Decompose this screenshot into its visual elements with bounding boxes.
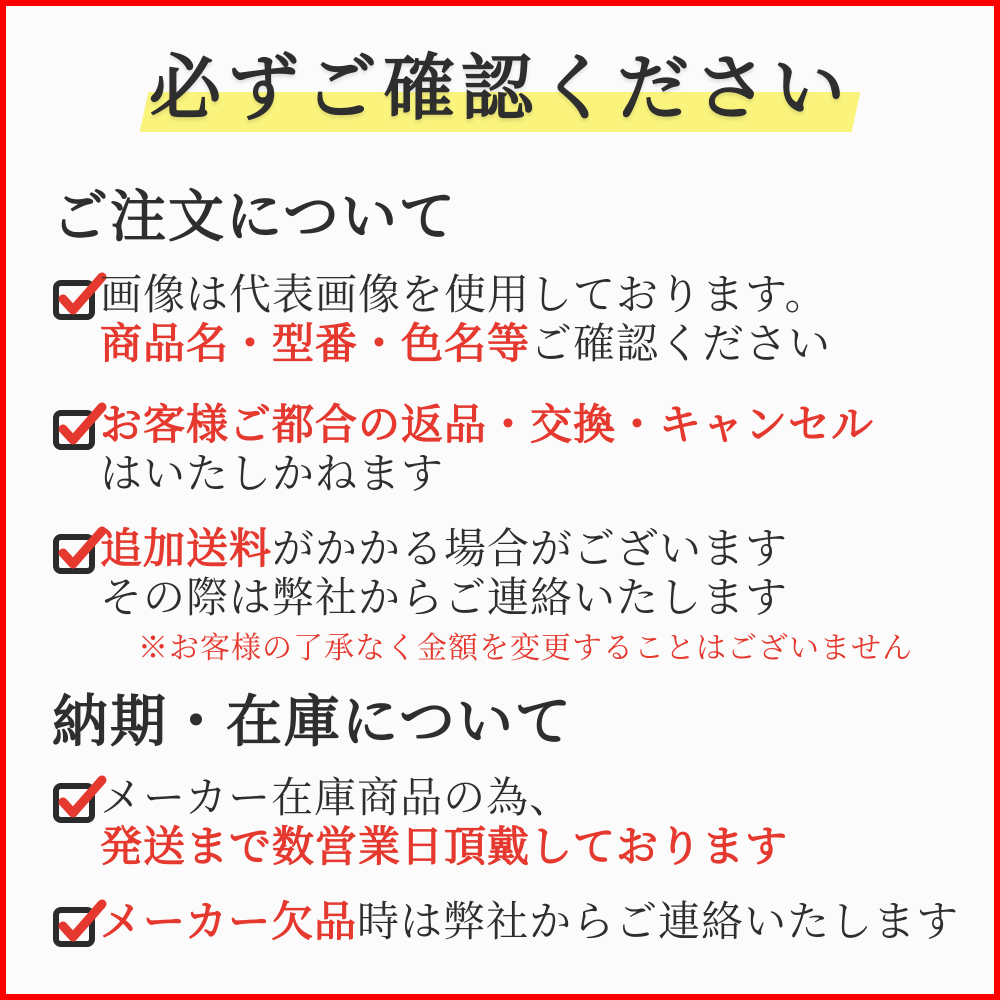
list-item	[52, 400, 984, 498]
list-item	[52, 524, 984, 667]
item-line	[100, 822, 788, 871]
text-segment: ご確認ください	[530, 319, 832, 368]
item-line	[100, 524, 913, 573]
text-segment: 商品名・型番・色名等	[100, 319, 531, 368]
list-item	[52, 897, 984, 947]
page-title: 必ずご確認ください	[148, 45, 851, 130]
item-line	[100, 270, 831, 319]
text-segment: その際は弊社からご連絡いたします	[100, 573, 789, 622]
item-text	[100, 897, 959, 946]
item-text	[100, 400, 874, 498]
text-segment: メーカー欠品	[100, 897, 358, 946]
text-segment: 画像は代表画像を使用しております。	[100, 270, 828, 319]
text-segment: がかかる場合がございます	[272, 524, 789, 573]
section-stock	[6, 689, 994, 947]
item-line	[100, 319, 831, 368]
item-text	[100, 524, 913, 667]
checked-checkbox-icon	[52, 775, 96, 823]
item-line	[100, 897, 959, 946]
item-line	[100, 400, 874, 449]
checked-checkbox-icon	[52, 402, 96, 450]
title-block	[6, 40, 994, 144]
checked-checkbox-icon	[52, 899, 96, 947]
item-text	[100, 270, 831, 368]
section-stock-heading: 納期・在庫について	[52, 689, 573, 755]
text-segment: はいたしかねます	[100, 449, 445, 498]
checked-checkbox-icon	[52, 526, 96, 574]
item-line	[100, 773, 788, 822]
checked-checkbox-icon	[52, 272, 96, 320]
text-segment: 発送まで数営業日頂戴しております	[100, 822, 789, 871]
item-line	[100, 573, 913, 622]
section-order	[6, 184, 994, 667]
note-text: ※お客様の了承なく金額を変更することはございません	[138, 631, 913, 666]
item-line	[100, 449, 874, 498]
section-order-heading: ご注文について	[52, 184, 457, 250]
text-segment: メーカー在庫商品の為、	[100, 773, 573, 822]
item-text	[100, 773, 788, 871]
text-segment: お客様ご都合の返品・交換・キャンセル	[100, 400, 875, 449]
list-item	[52, 270, 984, 368]
text-segment: 追加送料	[100, 524, 273, 573]
text-segment: 時は弊社からご連絡いたします	[357, 897, 960, 946]
list-item	[52, 773, 984, 871]
